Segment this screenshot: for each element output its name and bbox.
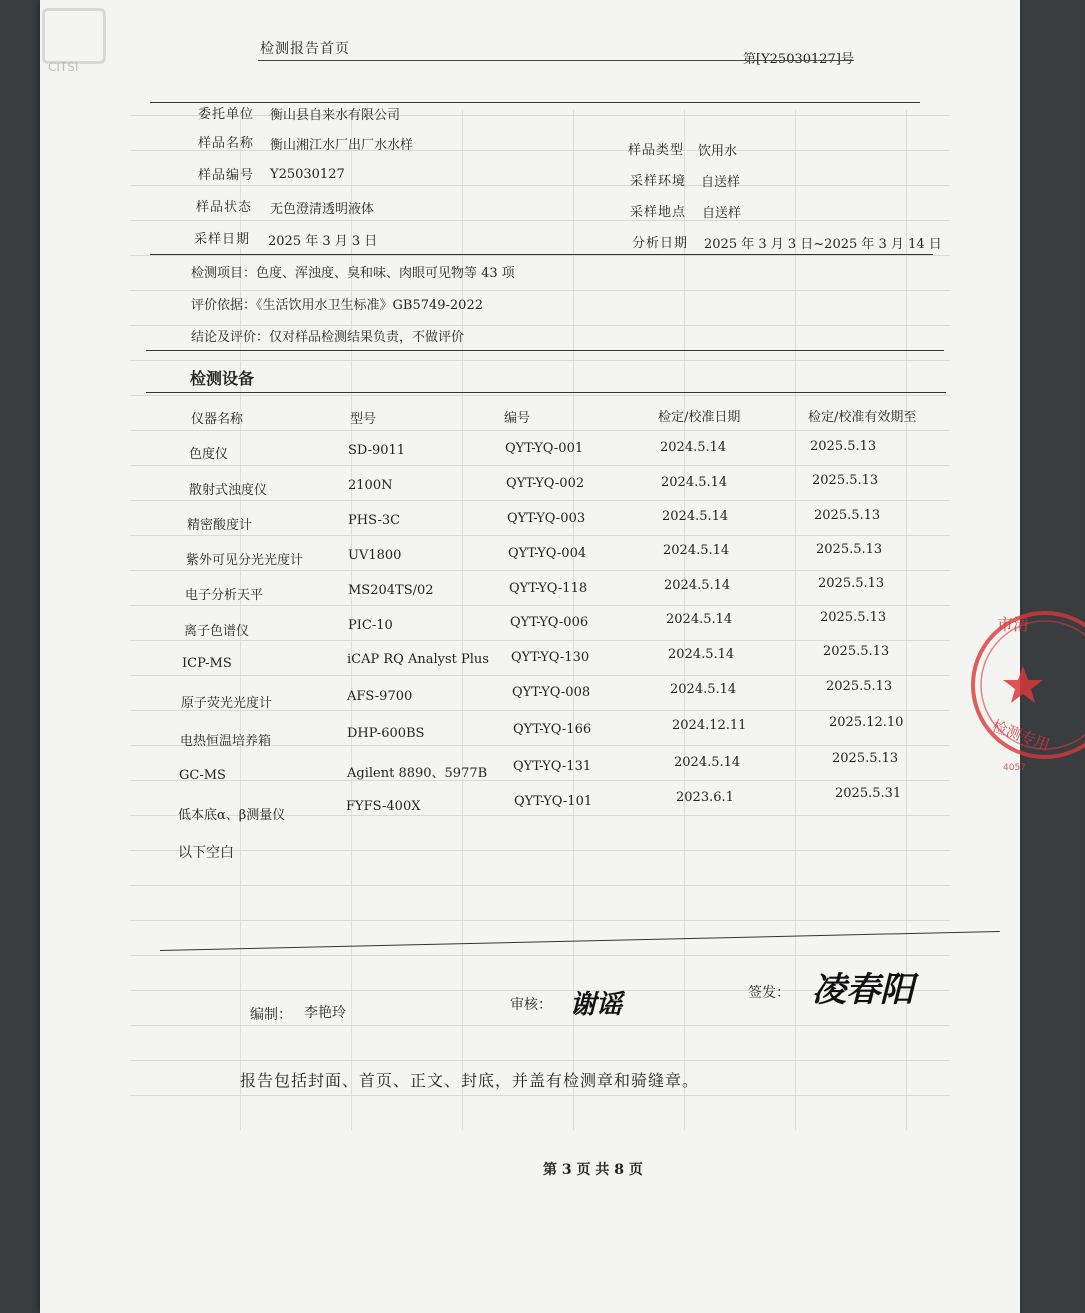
calibration-date: 2024.5.14 (661, 475, 728, 490)
sampling-date-value: 2025 年 3 月 3 日 (268, 234, 378, 249)
conclusion-rule (146, 350, 944, 351)
instrument-name: 低本底α、β测量仪 (178, 808, 286, 823)
svg-text:4057: 4057 (1003, 763, 1026, 773)
sample-code-value: Y25030127 (270, 167, 345, 182)
column-header-serial: 编号 (504, 411, 531, 426)
calibration-date: 2024.5.14 (668, 647, 735, 662)
instrument-name: 紫外可见分光光度计 (186, 553, 304, 568)
sample-state-value: 无色澄清透明液体 (270, 202, 375, 217)
instrument-serial: QYT-YQ-004 (508, 546, 587, 561)
page-number: 第 3 页 共 8 页 (543, 1162, 643, 1178)
analysis-date-label: 分析日期 (632, 236, 689, 251)
compiled-by-label: 编制： (250, 1007, 292, 1023)
sample-name-label: 样品名称 (198, 136, 255, 151)
compiled-by-name: 李艳玲 (304, 1005, 346, 1021)
calibration-date: 2024.5.14 (670, 682, 737, 697)
calibration-date: 2024.5.14 (660, 440, 727, 455)
instrument-serial: QYT-YQ-006 (510, 615, 589, 630)
approved-by-label: 签发： (748, 985, 790, 1001)
svg-text:市清: 市清 (997, 615, 1030, 634)
valid-until: 2025.5.13 (820, 610, 887, 625)
info-rule (150, 254, 933, 255)
instrument-name: 原子荧光光度计 (181, 696, 273, 711)
instrument-name: 离子色谱仪 (184, 624, 250, 639)
sample-type-value: 饮用水 (698, 144, 738, 159)
reviewed-by-label: 审核： (510, 997, 552, 1013)
valid-until: 2025.5.13 (823, 644, 890, 659)
valid-until: 2025.5.13 (810, 439, 877, 454)
valid-until: 2025.12.10 (829, 715, 904, 730)
svg-text:检测专用: 检测专用 (989, 716, 1053, 755)
calibration-date: 2024.5.14 (674, 755, 741, 770)
instrument-model: UV1800 (348, 548, 402, 563)
report-composition-note: 报告包括封面、首页、正文、封底，并盖有检测章和骑缝章。 (240, 1071, 700, 1090)
valid-until: 2025.5.13 (812, 473, 879, 488)
instrument-serial: QYT-YQ-002 (506, 476, 585, 491)
instrument-name: GC-MS (179, 768, 226, 783)
instrument-model: PHS-3C (348, 513, 401, 528)
sample-type-label: 样品类型 (628, 143, 685, 158)
instrument-name: 电子分析天平 (185, 588, 264, 603)
signature-rule (160, 931, 1000, 951)
instrument-serial: QYT-YQ-003 (507, 511, 586, 526)
sampling-place-value: 自送样 (702, 206, 742, 221)
calibration-date: 2023.6.1 (676, 790, 734, 805)
report-title: 检测报告首页 (260, 41, 350, 57)
calibration-date: 2024.5.14 (662, 509, 729, 524)
instrument-model: 2100N (348, 478, 393, 493)
instrument-serial: QYT-YQ-166 (513, 722, 592, 737)
sampling-place-label: 采样地点 (630, 205, 687, 220)
bleed-through-text: CITSI (48, 60, 79, 74)
approver-signature: 凌春阳 (812, 970, 914, 1010)
valid-until: 2025.5.13 (818, 576, 885, 591)
instrument-model: FYFS-400X (346, 799, 421, 814)
instrument-name: 色度仪 (189, 447, 229, 462)
instrument-serial: QYT-YQ-131 (513, 759, 592, 774)
equipment-rule (146, 392, 946, 393)
inspection-stamp-seal (965, 590, 1085, 790)
test-items-line: 检测项目：色度、浑浊度、臭和味、肉眼可见物等 43 项 (191, 266, 515, 281)
instrument-serial: QYT-YQ-008 (512, 685, 591, 700)
column-header-instrument: 仪器名称 (191, 412, 244, 427)
evaluation-basis-line: 评价依据：《生活饮用水卫生标准》GB5749-2022 (191, 298, 483, 313)
sampling-env-label: 采样环境 (630, 174, 687, 189)
valid-until: 2025.5.13 (814, 508, 881, 523)
report-number: 第[Y25030127]号 (743, 52, 854, 67)
valid-until: 2025.5.31 (835, 786, 902, 801)
header-underline (258, 60, 854, 61)
sampling-env-value: 自送样 (701, 175, 741, 190)
instrument-serial: QYT-YQ-130 (511, 650, 590, 665)
equipment-section-title: 检测设备 (190, 369, 255, 388)
instrument-model: MS204TS/02 (348, 583, 434, 598)
valid-until: 2025.5.13 (826, 679, 893, 694)
end-of-table-note: 以下空白 (178, 845, 234, 861)
instrument-serial: QYT-YQ-118 (509, 581, 588, 596)
sampling-date-label: 采样日期 (194, 232, 251, 247)
calibration-date: 2024.5.14 (666, 612, 733, 627)
instrument-model: Agilent 8890、5977B (347, 766, 488, 781)
instrument-model: DHP-600BS (347, 726, 425, 741)
instrument-model: SD-9011 (348, 443, 406, 458)
column-header-cal-date: 检定/校准日期 (658, 410, 741, 425)
client-value: 衡山县自来水有限公司 (270, 108, 401, 123)
valid-until: 2025.5.13 (832, 751, 899, 766)
sample-name-value: 衡山湘江水厂出厂水水样 (270, 138, 414, 153)
bleed-through-logo (42, 8, 106, 64)
sample-state-label: 样品状态 (196, 200, 253, 215)
conclusion-line: 结论及评价：仅对样品检测结果负责，不做评价 (191, 330, 465, 345)
instrument-name: 精密酸度计 (187, 518, 253, 533)
calibration-date: 2024.5.14 (664, 578, 731, 593)
instrument-serial: QYT-YQ-101 (514, 794, 593, 809)
instrument-serial: QYT-YQ-001 (505, 441, 584, 456)
instrument-model: AFS-9700 (347, 689, 413, 704)
instrument-name: 电热恒温培养箱 (180, 734, 272, 749)
instrument-name: ICP-MS (182, 656, 232, 671)
calibration-date: 2024.12.11 (672, 718, 747, 733)
instrument-name: 散射式浊度仪 (189, 483, 268, 498)
column-header-valid-until: 检定/校准有效期至 (808, 410, 917, 425)
calibration-date: 2024.5.14 (663, 543, 730, 558)
instrument-model: PIC-10 (348, 618, 393, 633)
sample-code-label: 样品编号 (198, 168, 255, 183)
report-page (40, 0, 1053, 1313)
client-label: 委托单位 (198, 107, 255, 122)
column-header-model: 型号 (350, 412, 377, 427)
valid-until: 2025.5.13 (816, 542, 883, 557)
instrument-model: iCAP RQ Analyst Plus (347, 652, 489, 667)
top-rule (150, 102, 920, 103)
analysis-date-value: 2025 年 3 月 3 日~2025 年 3 月 14 日 (704, 237, 942, 252)
reviewer-signature: 谢谣 (570, 990, 623, 1020)
